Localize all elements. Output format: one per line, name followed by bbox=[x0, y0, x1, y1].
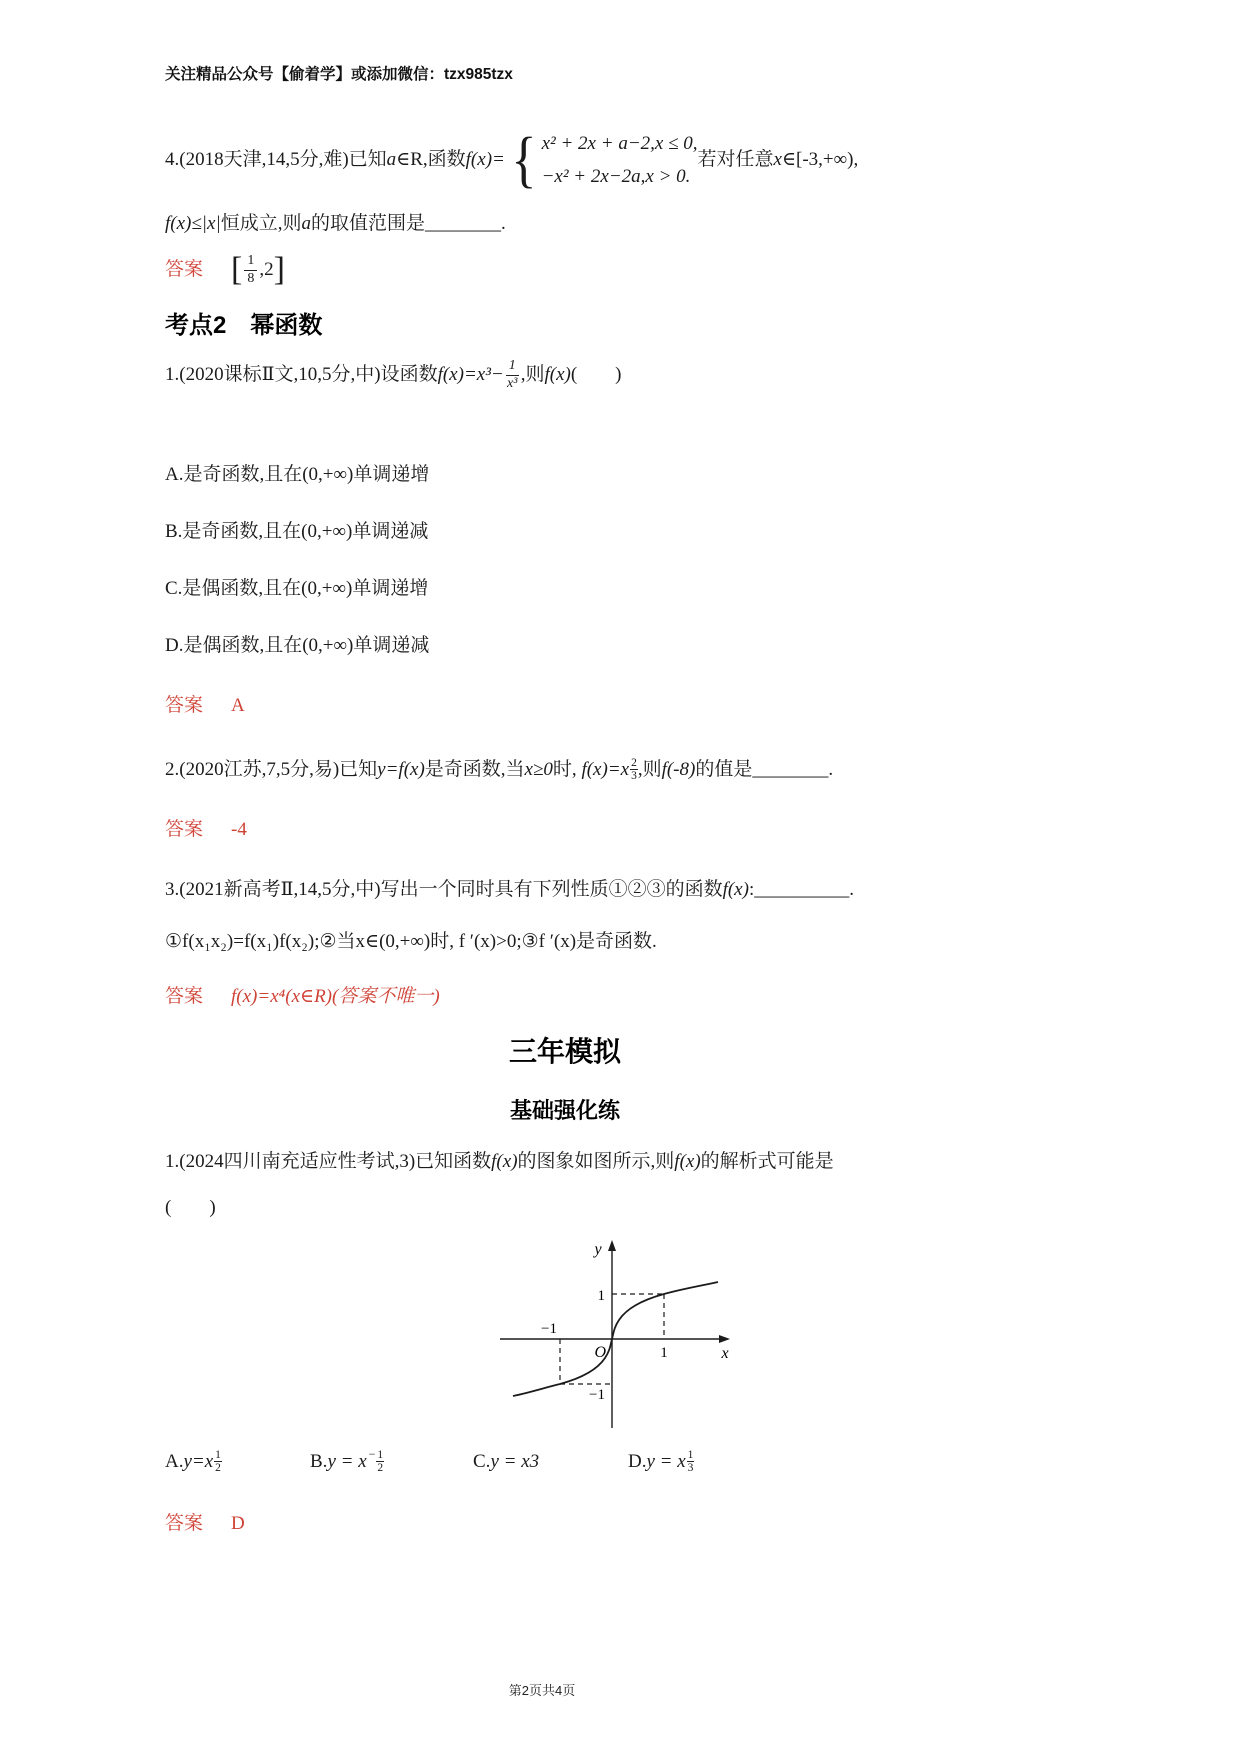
option-body: y = x3 bbox=[490, 1451, 540, 1472]
m1-math2: f(x) bbox=[674, 1151, 701, 1172]
question-p1 bbox=[165, 352, 622, 398]
fraction-numerator: 1 bbox=[244, 254, 257, 271]
q4-tail: 若对任意 bbox=[697, 149, 774, 171]
p2-exponent-fraction bbox=[630, 757, 638, 782]
p1-math1: f(x)=x³− bbox=[437, 364, 504, 386]
p3-blank: __________. bbox=[754, 879, 854, 900]
question-p2 bbox=[165, 758, 833, 791]
option-body: y = x bbox=[646, 1451, 686, 1472]
p1-option-b: B.是奇函数,且在(0,+∞)单调递减 bbox=[165, 521, 429, 542]
p2-blank: ________. bbox=[752, 759, 834, 780]
fraction-denominator: x³ bbox=[507, 375, 518, 391]
section-heading-jichu: 基础强化练 bbox=[509, 1098, 620, 1123]
p2-lead: 2.(2020江苏,7,5分,易)已知 bbox=[165, 759, 378, 780]
answer-label: 答案 bbox=[165, 1513, 204, 1534]
p2-math2: x≥0 bbox=[524, 759, 553, 780]
x-axis-arrow-icon bbox=[719, 1335, 730, 1343]
p1-lead: 1.(2020课标Ⅱ文,10,5分,中)设函数 bbox=[165, 364, 438, 386]
p3-lead: 3.(2021新高考Ⅱ,14,5分,中)写出一个同时具有下列性质①②③的函数 bbox=[165, 879, 723, 900]
p2-answer bbox=[165, 818, 247, 842]
exponent-fraction bbox=[376, 1449, 384, 1474]
p1-answer bbox=[165, 694, 245, 718]
fraction-numerator: 1 bbox=[377, 1449, 384, 1461]
answer-label: 答案 bbox=[165, 259, 204, 281]
fraction-numerator: 2 bbox=[631, 757, 637, 769]
page-header: 关注精品公众号【偷着学】或添加微信：tzx985tzx bbox=[165, 66, 513, 83]
y-axis-arrow-icon bbox=[608, 1240, 616, 1251]
m1-option-a bbox=[165, 1450, 222, 1483]
p2-tail1: ,则 bbox=[637, 759, 662, 780]
m1-option-b bbox=[310, 1447, 384, 1483]
m1-mid1: 的图象如图所示,则 bbox=[517, 1151, 675, 1172]
question-4-answer bbox=[165, 248, 285, 292]
x-tick-neg1: −1 bbox=[541, 1321, 557, 1337]
fraction-numerator: 1 bbox=[506, 359, 519, 376]
exponent-fraction bbox=[687, 1449, 695, 1474]
q4-tail2: ∈[-3,+∞), bbox=[781, 149, 859, 171]
q4-x: x bbox=[773, 149, 782, 171]
p2-mid2: 时, bbox=[552, 759, 582, 780]
q4-ineq: f(x)≤|x| bbox=[165, 213, 221, 234]
p2-mid1: 是奇函数,当 bbox=[424, 759, 525, 780]
p3-colon: : bbox=[748, 879, 755, 900]
y-axis-label: y bbox=[594, 1241, 602, 1258]
m1-lead: 1.(2024四川南充适应性考试,3)已知函数 bbox=[165, 1151, 492, 1172]
fraction-denominator: 2 bbox=[377, 1462, 384, 1475]
q4-fx: f(x)= bbox=[465, 149, 505, 171]
question-p3-line1 bbox=[165, 878, 854, 902]
fraction-denominator: 3 bbox=[631, 770, 637, 783]
origin-label: O bbox=[594, 1344, 606, 1361]
answer-value: A bbox=[231, 695, 245, 716]
p1-option-a: A.是奇函数,且在(0,+∞)单调递增 bbox=[165, 464, 430, 485]
m1-option-d bbox=[628, 1450, 694, 1483]
q4-math-a: a bbox=[386, 149, 397, 171]
answer-rest: ,2 bbox=[259, 259, 274, 281]
section-heading-kaodian2: 考点2 幂函数 bbox=[165, 312, 323, 339]
answer-label: 答案 bbox=[165, 695, 204, 716]
p2-math1: y=f(x) bbox=[377, 759, 425, 780]
x-axis-label: x bbox=[721, 1345, 729, 1362]
option-label: D. bbox=[628, 1451, 647, 1472]
page-number: 第2页共4页 bbox=[508, 1683, 576, 1698]
piecewise-brace: { bbox=[511, 125, 537, 194]
q4-l2b: 的取值范围是 bbox=[310, 213, 425, 234]
question-p3-line2: ①f(x₁x₂)=f(x₁)f(x₂);②当x∈(0,+∞)时, f ′(x)>0;③f ′(x)是奇函数. bbox=[165, 931, 657, 952]
y-tick-neg1: −1 bbox=[589, 1387, 605, 1403]
m1-math1: f(x) bbox=[491, 1151, 518, 1172]
fraction-denominator: 2 bbox=[215, 1462, 221, 1475]
exponent-minus: − bbox=[368, 1447, 376, 1461]
p3-math1: f(x) bbox=[722, 879, 749, 900]
function-graph bbox=[492, 1236, 742, 1436]
p2-tail2: 的值是 bbox=[695, 759, 753, 780]
option-label: B. bbox=[310, 1451, 328, 1472]
answer-value: D bbox=[231, 1513, 245, 1534]
question-4-line2 bbox=[165, 212, 506, 236]
x-tick-1: 1 bbox=[660, 1345, 668, 1361]
q4-a-var: a bbox=[301, 213, 311, 234]
fraction-denominator: 8 bbox=[247, 270, 255, 286]
m1-option-c bbox=[473, 1450, 539, 1474]
section-heading-sanniann: 三年模拟 bbox=[508, 1036, 621, 1067]
answer-value: f(x)=x⁴(x∈R)(答案不唯一) bbox=[231, 986, 440, 1007]
option-label: A. bbox=[165, 1451, 184, 1472]
q4-l2a: 恒成立,则 bbox=[220, 213, 302, 234]
p1-fraction bbox=[506, 359, 519, 391]
question-m1-line1 bbox=[165, 1150, 834, 1174]
p1-option-c: C.是偶函数,且在(0,+∞)单调递增 bbox=[165, 578, 429, 599]
piecewise-case-1: x² + 2x + a−2,x ≤ 0, bbox=[541, 132, 698, 154]
m1-tail1: 的解析式可能是 bbox=[700, 1151, 834, 1172]
q4-lead: 4.(2018天津,14,5分,难)已知 bbox=[165, 149, 387, 171]
fraction-numerator: 1 bbox=[687, 1449, 694, 1461]
fraction-numerator: 1 bbox=[215, 1449, 221, 1461]
option-body: y=x bbox=[183, 1451, 214, 1472]
fraction-denominator: 3 bbox=[687, 1462, 694, 1475]
y-tick-1: 1 bbox=[597, 1288, 605, 1304]
p2-math4: f(-8) bbox=[661, 759, 696, 780]
p3-answer bbox=[165, 985, 440, 1009]
piecewise-cases bbox=[542, 132, 698, 189]
question-m1-line2: ( ) bbox=[165, 1197, 216, 1218]
m1-answer bbox=[165, 1512, 245, 1536]
answer-fraction bbox=[244, 254, 257, 286]
answer-label: 答案 bbox=[165, 819, 204, 840]
bracket-close: ] bbox=[273, 251, 285, 288]
option-body: y = x bbox=[327, 1451, 367, 1472]
q4-blank: ________. bbox=[424, 213, 506, 234]
exponent-fraction bbox=[214, 1449, 222, 1474]
p1-option-d: D.是偶函数,且在(0,+∞)单调递减 bbox=[165, 635, 430, 656]
bracket-open: [ bbox=[231, 251, 243, 288]
answer-value: -4 bbox=[231, 819, 247, 840]
piecewise-case-2: −x² + 2x−2a,x > 0. bbox=[541, 165, 691, 187]
p2-math3: f(x)=x bbox=[581, 759, 630, 780]
p1-tail1: ,则 bbox=[520, 364, 545, 386]
answer-label: 答案 bbox=[165, 986, 204, 1007]
p1-math2: f(x) bbox=[544, 364, 571, 386]
p1-tail2: ( ) bbox=[570, 364, 622, 386]
option-label: C. bbox=[473, 1451, 491, 1472]
question-4-line1 bbox=[165, 122, 858, 198]
q4-mid: ∈R,函数 bbox=[396, 149, 466, 171]
